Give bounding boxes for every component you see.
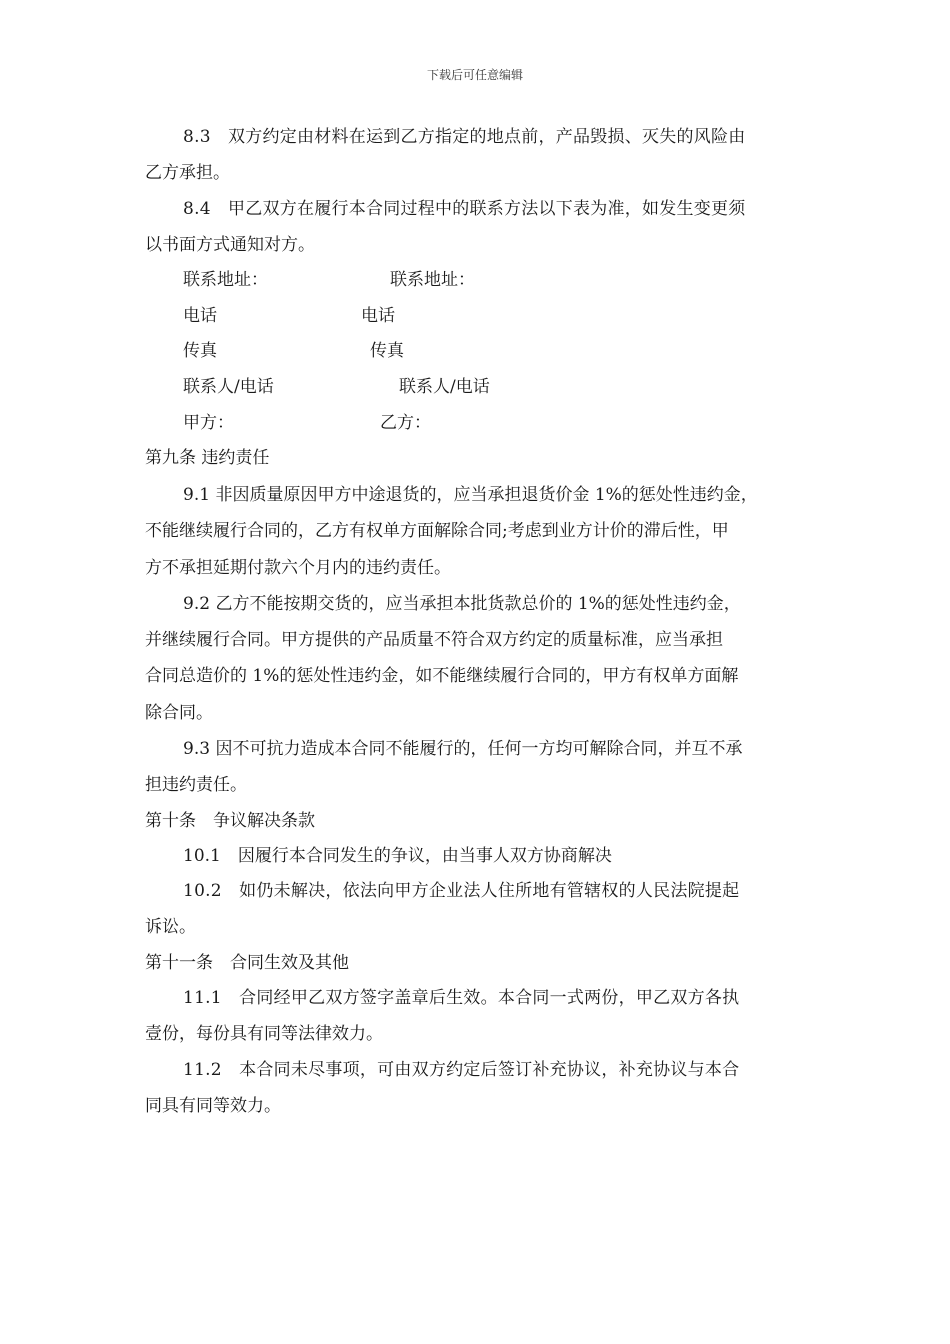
page-header-note: 下载后可任意编辑 bbox=[426, 68, 523, 82]
party-b-label: 乙方： bbox=[380, 413, 431, 433]
clause-11-2-line-2: 同具有同等效力。 bbox=[145, 1096, 281, 1116]
contact-fax-label-a: 传真 bbox=[183, 341, 217, 361]
clause-11-1-line-2: 壹份，每份具有同等法律效力。 bbox=[145, 1024, 383, 1044]
clause-9-1-line-1: 9.1 非因质量原因甲方中途退货的，应当承担退货价金 1%的惩处性违约金， bbox=[183, 485, 758, 505]
contact-address-label-a: 联系地址： bbox=[183, 270, 268, 290]
clause-11-2-line-1: 11.2 本合同未尽事项，可由双方约定后签订补充协议，补充协议与本合 bbox=[183, 1060, 740, 1080]
contact-address-label-b: 联系地址： bbox=[390, 270, 475, 290]
contact-person-label-a: 联系人/电话 bbox=[183, 377, 274, 397]
article-9-title: 第九条 违约责任 bbox=[145, 448, 270, 468]
clause-11-1-line-1: 11.1 合同经甲乙双方签字盖章后生效。本合同一式两份，甲乙双方各执 bbox=[183, 988, 740, 1008]
article-10-title: 第十条 争议解决条款 bbox=[145, 811, 315, 831]
clause-9-2-line-4: 除合同。 bbox=[145, 703, 213, 723]
contact-phone-label-a: 电话 bbox=[183, 306, 217, 326]
clause-8-4-line-1: 8.4 甲乙双方在履行本合同过程中的联系方法以下表为准，如发生变更须 bbox=[183, 199, 746, 219]
clause-9-2-line-3: 合同总造价的 1%的惩处性违约金，如不能继续履行合同的，甲方有权单方面解 bbox=[145, 666, 739, 686]
clause-9-1-line-3: 方不承担延期付款六个月内的违约责任。 bbox=[145, 558, 451, 578]
clause-9-1-line-2: 不能继续履行合同的，乙方有权单方面解除合同;考虑到业方计价的滞后性，甲 bbox=[145, 521, 729, 541]
party-a-label: 甲方： bbox=[183, 413, 234, 433]
clause-9-3-line-2: 担违约责任。 bbox=[145, 775, 247, 795]
clause-8-3-line-2: 乙方承担。 bbox=[145, 163, 230, 183]
article-11-title: 第十一条 合同生效及其他 bbox=[145, 953, 349, 973]
contact-fax-label-b: 传真 bbox=[370, 341, 404, 361]
clause-9-2-line-2: 并继续履行合同。甲方提供的产品质量不符合双方约定的质量标准，应当承担 bbox=[145, 630, 723, 650]
clause-8-3-line-1: 8.3 双方约定由材料在运到乙方指定的地点前，产品毁损、灭失的风险由 bbox=[183, 127, 746, 147]
contact-phone-label-b: 电话 bbox=[361, 306, 395, 326]
clause-10-2-line-2: 诉讼。 bbox=[145, 917, 196, 937]
clause-10-2-line-1: 10.2 如仍未解决，依法向甲方企业法人住所地有管辖权的人民法院提起 bbox=[183, 881, 740, 901]
clause-9-2-line-1: 9.2 乙方不能按期交货的，应当承担本批货款总价的 1%的惩处性违约金， bbox=[183, 594, 741, 614]
clause-8-4-line-2: 以书面方式通知对方。 bbox=[145, 235, 315, 255]
clause-9-3-line-1: 9.3 因不可抗力造成本合同不能履行的，任何一方均可解除合同，并互不承 bbox=[183, 739, 743, 759]
clause-10-1: 10.1 因履行本合同发生的争议，由当事人双方协商解决 bbox=[183, 846, 612, 866]
contact-person-label-b: 联系人/电话 bbox=[399, 377, 490, 397]
